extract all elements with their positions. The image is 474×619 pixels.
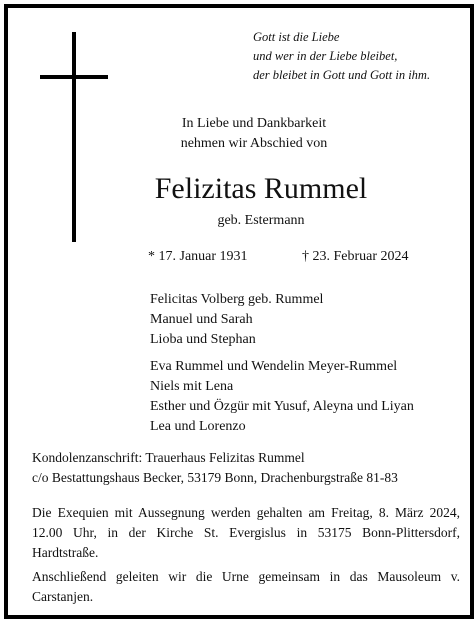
mourner-line: Esther und Özgür mit Yusuf, Aleyna und Liyan <box>150 399 414 414</box>
verse-line: Gott ist die Liebe <box>253 30 340 44</box>
mourner-line: Manuel und Sarah <box>150 312 253 327</box>
mourner-line: Eva Rummel und Wendelin Meyer-Rummel <box>150 359 398 374</box>
intro-line: nehmen wir Abschied von <box>180 136 328 151</box>
mourner-line: Niels mit Lena <box>150 379 234 394</box>
condolence-line: c/o Bestattungshaus Becker, 53179 Bonn, Drachenburgstraße 81-83 <box>32 470 398 485</box>
bible-verse <box>253 28 463 85</box>
condolence-line: Kondolenzanschrift: Trauerhaus Felizitas Rummel <box>32 450 305 465</box>
farewell-intro <box>8 114 470 154</box>
birth-date: * 17. Januar 1931 <box>148 249 248 264</box>
birth-name: geb. Estermann <box>217 213 305 228</box>
mourner-line: Lioba und Stephan <box>150 332 256 347</box>
mourners-group-1 <box>150 290 323 350</box>
urn-text: Anschließend geleiten wir die Urne gemeinsam in das Mausoleum v. Carstanjen. <box>32 569 460 604</box>
exequies-text: Die Exequien mit Aussegnung werden gehalten am Freitag, 8. März 2024, 12.00 Uhr, in der Kirche St. Evergislus in 53175 Bonn-Plittersdorf, Hardtstraße. <box>32 505 460 560</box>
mourner-line: Felicitas Volberg geb. Rummel <box>150 292 324 307</box>
obituary-frame <box>4 4 474 619</box>
intro-line: In Liebe und Dankbarkeit <box>181 116 327 131</box>
service-information <box>32 503 460 607</box>
mourner-line: Lea und Lorenzo <box>150 419 246 434</box>
verse-line: und wer in der Liebe bleibet, <box>253 49 398 63</box>
verse-line: der bleibet in Gott und Gott in ihm. <box>253 68 431 82</box>
death-date: † 23. Februar 2024 <box>302 249 409 264</box>
mourners-group-2 <box>150 357 414 437</box>
deceased-name: Felizitas Rummel <box>154 172 368 205</box>
condolence-address <box>32 448 398 488</box>
